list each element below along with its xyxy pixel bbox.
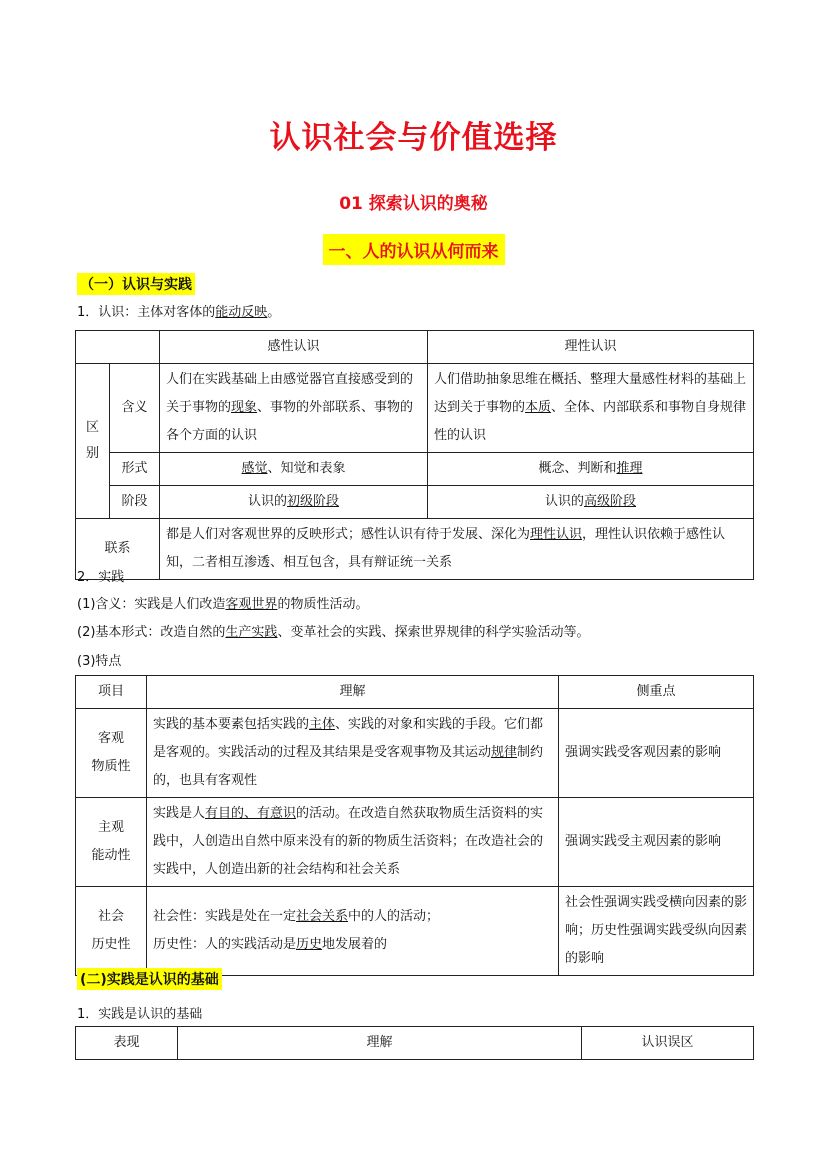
- row-subjective-focus: 强调实践受主观因素的影响: [559, 798, 754, 887]
- row-subjective-label: 主观 能动性: [76, 798, 147, 887]
- row-objective-understanding: 实践的基本要素包括实践的主体、实践的对象和实践的手段。它们都是客观的。实践活动的过程及其结果是受客观事物及其运动规律制约的，也具有客观性: [147, 709, 559, 798]
- form-perceptual: 感觉、知觉和表象: [160, 453, 428, 486]
- row-objective-label: 客观 物质性: [76, 709, 147, 798]
- stage-rational: 认识的高级阶段: [428, 486, 754, 519]
- link-content: 都是人们对客观世界的反映形式；感性认识有待于发展、深化为理性认识，理性认识依赖于感性认知，二者相互渗透、相互包含，具有辩证统一关系: [160, 519, 754, 580]
- subsection-heading-2: (二)实践是认识的基础: [77, 968, 222, 990]
- paragraph-cognition-definition: 1．认识：主体对客体的能动反映。: [77, 305, 281, 320]
- header-rational: 理性认识: [428, 331, 754, 364]
- row-social-label: 社会 历史性: [76, 887, 147, 976]
- paragraph-practice-meaning: (1)含义：实践是人们改造客观世界的物质性活动。: [77, 597, 369, 612]
- cognition-table: [75, 330, 754, 580]
- page-title: 认识社会与价值选择: [269, 120, 558, 156]
- paragraph-practice: 2．实践: [77, 570, 125, 585]
- paragraph-practice-forms: (2)基本形式：改造自然的生产实践、变革社会的实践、探索世界规律的科学实验活动等。: [77, 625, 590, 640]
- header-perceptual: 感性认识: [160, 331, 428, 364]
- meaning-perceptual: 人们在实践基础上由感觉器官直接感受到的关于事物的现象、事物的外部联系、事物的各个方面的认识: [160, 364, 428, 453]
- header-focus: 侧重点: [559, 676, 754, 709]
- chapter-subtitle: 01 探索认识的奥秘: [339, 194, 488, 214]
- form-label: 形式: [110, 453, 160, 486]
- paragraph-practice-features: (3)特点: [77, 654, 122, 669]
- link-label: 联系: [76, 519, 160, 580]
- meaning-rational: 人们借助抽象思维在概括、整理大量感性材料的基础上达到关于事物的本质、全体、内部联系和事物自身规律性的认识: [428, 364, 754, 453]
- subsection-heading-1: （一）认识与实践: [77, 273, 195, 295]
- stage-label: 阶段: [110, 486, 160, 519]
- header-item: 项目: [76, 676, 147, 709]
- table-corner: [76, 331, 160, 364]
- paragraph-practice-basis: 1．实践是认识的基础: [77, 1007, 203, 1022]
- diff-label: 区 别: [76, 364, 110, 519]
- row-objective-focus: 强调实践受客观因素的影响: [559, 709, 754, 798]
- meaning-label: 含义: [110, 364, 160, 453]
- section-heading: 一、人的认识从何而来: [323, 234, 505, 265]
- header-understanding: 理解: [147, 676, 559, 709]
- row-social-understanding: 社会性：实践是处在一定社会关系中的人的活动； 历史性：人的实践活动是历史地发展着的: [147, 887, 559, 976]
- practice-basis-table: [75, 1026, 754, 1060]
- row-social-focus: 社会性强调实践受横向因素的影响；历史性强调实践受纵向因素的影响: [559, 887, 754, 976]
- row-subjective-understanding: 实践是人有目的、有意识的活动。在改造自然获取物质生活资料的实践中，人创造出自然中原来没有的新的物质生活资料；在改造社会的实践中，人创造出新的社会结构和社会关系: [147, 798, 559, 887]
- header-understanding-2: 理解: [178, 1027, 582, 1060]
- practice-features-table: [75, 675, 754, 976]
- stage-perceptual: 认识的初级阶段: [160, 486, 428, 519]
- header-performance: 表现: [76, 1027, 178, 1060]
- header-misconception: 认识误区: [582, 1027, 754, 1060]
- form-rational: 概念、判断和推理: [428, 453, 754, 486]
